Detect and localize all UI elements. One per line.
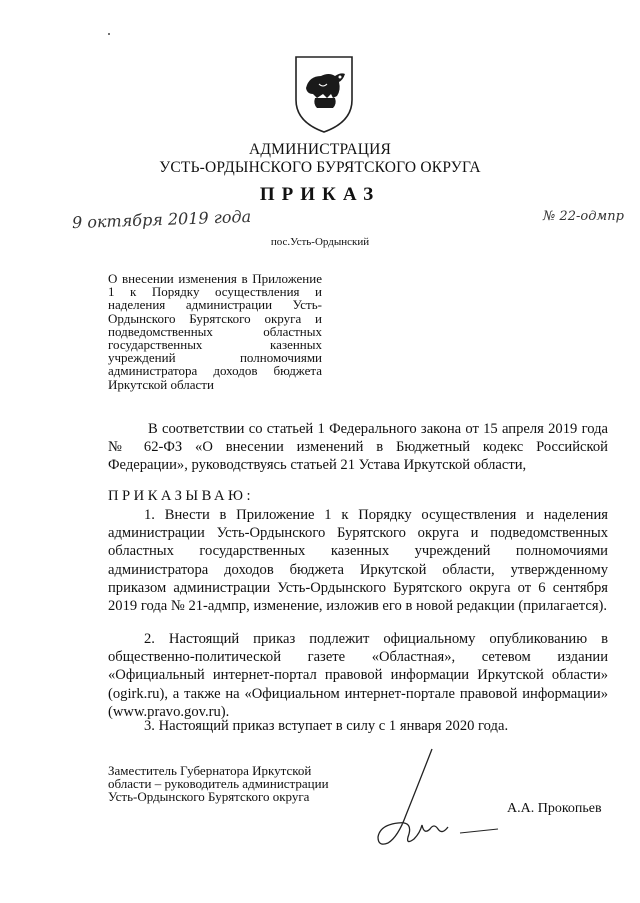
signer-position: Заместитель Губернатора Иркутской области – руководитель администрации Усть-Ордынского Бурятского округа <box>108 763 329 804</box>
org-name-line1: АДМИНИСТРАЦИЯ <box>248 141 392 158</box>
document-subject: О внесении изменения в Приложение 1 к Порядку осуществления и наделения администрации Усть-Ордынского Бурятского округа и подведомственных областных государственных казенных учреждений полномочиями администратора доходов бюджета Иркутской области <box>108 271 322 392</box>
org-name-line2: УСТЬ-ОРДЫНСКОГО БУРЯТСКОГО ОКРУГА <box>159 159 481 176</box>
coat-of-arms-icon <box>293 54 355 134</box>
handwritten-signature-icon <box>348 745 508 855</box>
document-place: пос.Усть-Ордынский <box>270 236 370 248</box>
document-title: ПРИКАЗ <box>259 184 381 205</box>
document-number: № 22-одмпр <box>543 209 624 224</box>
preamble-paragraph: В соответствии со статьей 1 Федерального закона от 15 апреля 2019 года № 62-ФЗ «О внесении изменений в Бюджетный кодекс Российской Федерации», руководствуясь статьей 21 Устава Иркутской области, <box>108 421 608 474</box>
signer-name: А.А. Прокопьев <box>507 801 602 816</box>
document-date: 9 октября 2019 года <box>71 206 252 233</box>
scan-speck <box>108 33 110 35</box>
item-3-paragraph: 3. Настоящий приказ вступает в силу с 1 января 2020 года. <box>144 718 509 734</box>
item-1-paragraph: 1. Внести в Приложение 1 к Порядку осуществления и наделения администрации Усть-Ордынского Бурятского округа и подведомственных областных государственных казенных учреждений полномочиями администратора доходов бюджета Иркутской области, утвержденному приказом администрации Усть-Ордынского Бурятского округа от 6 сентября 2019 года № 21-адмпр, изменение, изложив его в новой редакции (прилагается). <box>108 507 608 615</box>
item-2-paragraph: 2. Настоящий приказ подлежит официальному опубликованию в общественно-политической газете «Областная», сетевом издании «Официальный интернет-портал правовой информации Иркутской области» (ogirk.ru), а также на «Официальном интернет-портале правовой информации» (www.pravo.gov.ru). <box>108 631 608 720</box>
order-word: ПРИКАЗЫВАЮ: <box>108 488 255 504</box>
